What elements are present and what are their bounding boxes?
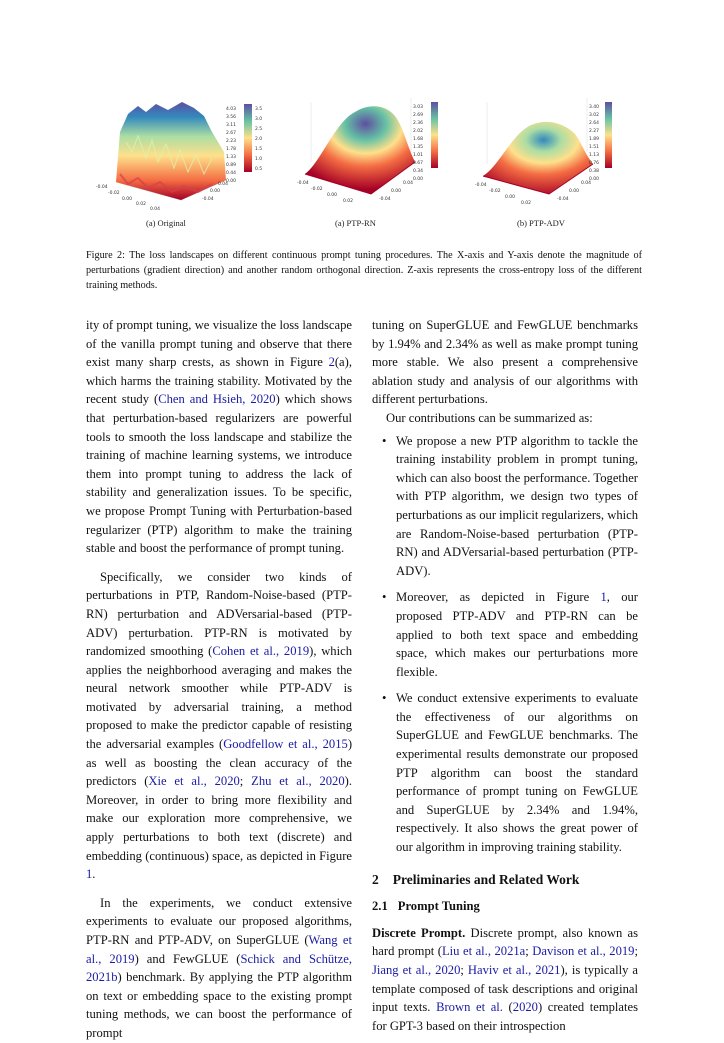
plot-original: [86, 92, 276, 217]
tick: 0.00: [122, 197, 133, 202]
panel-ptp-adv: [471, 92, 646, 217]
paragraph: tuning on SuperGLUE and FewGLUE benchmarks by 1.94% and 2.34% as well as make prompt tuning more stable. We also present a comprehensive ablation study and analysis of our algorithms with different perturbations.: [372, 318, 638, 407]
citation-link[interactable]: 2020: [512, 1000, 538, 1015]
colorbar: [244, 104, 252, 172]
tick: 2.69: [413, 113, 424, 118]
tick: 0.00: [327, 193, 338, 198]
right-column: [372, 316, 638, 1035]
citation-link[interactable]: Wang et al., 2019: [86, 933, 352, 966]
colorbar: [605, 102, 612, 168]
tick: 0.02: [521, 201, 532, 206]
panel-ptp-rn: [291, 92, 461, 217]
tick: 0.38: [589, 169, 600, 174]
tick: -0.02: [489, 189, 501, 194]
citation-link[interactable]: Cohen et al., 2019: [212, 644, 310, 659]
colorbar-tick: 2.0: [255, 137, 263, 142]
tick: -0.02: [108, 191, 120, 196]
tick: 2.64: [589, 121, 600, 126]
subcaption-ptp-rn: (a) PTP-RN: [335, 218, 376, 228]
tick: 0.00: [569, 189, 580, 194]
citation-link[interactable]: Goodfellow et al., 2015: [223, 737, 348, 752]
tick: 1.78: [226, 147, 237, 152]
bullet: •: [382, 433, 387, 448]
tick: -0.04: [475, 183, 487, 188]
tick: 1.35: [413, 145, 424, 150]
list-item: • Moreover, as depicted in Figure 1, our proposed PTP-ADV and PTP-RN can be applied to both text space and embedding space, which makes our perturbations more flexible.: [382, 590, 638, 679]
tick: 0.89: [226, 163, 237, 168]
citation-link[interactable]: Zhu et al., 2020: [251, 774, 345, 789]
tick: 0.04: [150, 207, 161, 212]
citation-link[interactable]: Schick and Schütze, 2021b: [86, 951, 352, 985]
list-item: • We conduct extensive experiments to evaluate the effectiveness of our algorithms on SuperGLUE and FewGLUE benchmarks. The experimental results demonstrate our proposed PTP algorithm can boost the standard performance of prompt tuning on FewGLUE and SuperGLUE by 2.34% and 1.94%, respectively. It also shows the great power of our algorithm in improving training stability.: [382, 691, 638, 855]
tick: 1.51: [589, 145, 600, 150]
citation-link[interactable]: Haviv et al., 2021: [467, 963, 561, 977]
bullet: •: [382, 691, 387, 706]
tick: 0.02: [136, 202, 147, 207]
colorbar-tick: 1.5: [255, 147, 263, 152]
figure-ref-link[interactable]: 2: [328, 355, 335, 370]
subcaption-ptp-adv: (b) PTP-ADV: [517, 218, 565, 228]
citation-link[interactable]: Liu et al., 2021a: [441, 944, 526, 959]
tick: 0.00: [226, 179, 237, 184]
citation-link[interactable]: Davison et al., 2019: [532, 944, 635, 959]
tick: -0.04: [96, 185, 108, 190]
colorbar: [431, 102, 438, 168]
tick: 0.67: [413, 161, 424, 166]
tick: 1.89: [589, 137, 600, 142]
tick: 0.04: [218, 182, 229, 187]
tick: 0.00: [589, 177, 600, 182]
tick: 2.02: [413, 129, 424, 134]
tick: 1.13: [589, 153, 600, 158]
tick: -0.04: [202, 197, 214, 202]
plot-ptp-adv: [471, 92, 646, 217]
tick: -0.04: [379, 197, 391, 202]
tick: 0.04: [581, 181, 592, 186]
tick: 2.36: [413, 121, 424, 126]
panel-original: [86, 92, 276, 217]
tick: 0.34: [413, 169, 424, 174]
tick: 2.67: [226, 131, 237, 136]
tick: 0.44: [226, 171, 237, 176]
plot-ptp-rn: [291, 92, 461, 217]
paragraph: Specifically, we consider two kinds of perturbations in PTP, Random-Noise-based (PTP-RN) perturbation and ADVersarial-based (PTP-ADV) perturbation. PTP-RN is motivated by randomized smoothing (Cohen et al., 2019), which applies the neighborhood averaging and makes the neural network smoother while PTP-ADV is motivated by adversarial training, a method proposed to make the predictor capable of resisting the adversarial examples (Goodfellow et al., 2015) as well as boosting the clean accuracy of the predictors (Xie et al., 2020; Zhu et al., 2020). Moreover, in order to bring more flexibility and make our exploration more comprehensive, we apply perturbations to both text (discrete) and embedding (continuous) space, as depicted in Figure 1.: [86, 569, 353, 882]
tick: 3.56: [226, 115, 237, 120]
tick: 0.00: [391, 189, 402, 194]
citation-link[interactable]: Jiang et al., 2020: [372, 963, 461, 977]
colorbar-tick: 2.5: [255, 127, 263, 132]
tick: 2.27: [589, 129, 600, 134]
tick: 3.40: [589, 105, 600, 110]
tick: 0.76: [589, 161, 600, 166]
tick: 1.33: [226, 155, 237, 160]
tick: -0.04: [297, 181, 309, 186]
bullet: •: [382, 590, 387, 605]
paragraph: Discrete Prompt. Discrete prompt, also known as hard prompt (Liu et al., 2021a; Davison et al., 2019; Jiang et al., 2020; Haviv et al., 2021), is typically a template composed of task descriptions and original input texts. Brown et al. (2020) created templates for GPT-3 based on their introspection: [372, 925, 639, 1033]
list-item: • We propose a new PTP algorithm to tackle the training instability problem in prompt tuning, which can also boost the performance. Together with PTP algorithm, we design two types of perturbations as our implicit regularizers, which are Random-Noise-based perturbation (PTP-RN) and ADVersarial-based perturbation (PTP-ADV).: [382, 433, 639, 578]
paragraph: In the experiments, we conduct extensive experiments to evaluate our proposed algorithms, PTP-RN and PTP-ADV, on SuperGLUE (Wang et al., 2019) and FewGLUE (Schick and Schütze, 2021b) benchmark. By applying the PTP algorithm on text or embedding space to the existing prompt tuning methods, we can boost the performance of prompt: [86, 895, 352, 1040]
tick: 1.68: [413, 137, 424, 142]
tick: 4.03: [226, 107, 237, 112]
citation-link[interactable]: Chen and Hsieh, 2020: [158, 392, 276, 407]
figure-ref-link[interactable]: 1: [86, 867, 93, 882]
tick: 0.00: [413, 177, 424, 182]
paragraph: Our contributions can be summarized as:: [386, 410, 593, 425]
subcaption-original: (a) Original: [146, 218, 186, 228]
figure-ref-link[interactable]: 1: [600, 590, 607, 605]
paragraph: ity of prompt tuning, we visualize the loss landscape of the vanilla prompt tuning and observe that there exist many sharp crests, as shown in Figure 2(a), which harms the training stability. Motivated by the recent study (Chen and Hsieh, 2020) which shows that perturbation-based regularizers are powerful tools to smooth the loss landscape and stabilize the training of machine learning systems, we introduce them into prompt tuning to address the lack of stability and generalization issues. To be specific, we propose Prompt Tuning with Perturbation-based regularizer (PTP) algorithm to make the training stable and boost the performance of prompt tuning.: [86, 318, 352, 556]
left-column: [86, 316, 352, 1043]
citation-link[interactable]: Xie et al., 2020: [148, 774, 240, 789]
figure-2: [86, 92, 646, 232]
tick: 3.03: [413, 105, 424, 110]
contribution-list: [372, 432, 638, 857]
colorbar-tick: 0.5: [255, 167, 263, 172]
figure-caption: Figure 2: The loss landscapes on different continuous prompt tuning procedures. The X-axis and Y-axis denote the magnitude of perturbations (gradient direction) and another random orthogonal direction. Z-axis represents the cross-entropy loss of the different training methods.: [86, 250, 642, 291]
citation-link[interactable]: Brown et al.: [436, 1000, 503, 1015]
tick: 0.04: [403, 181, 414, 186]
tick: 3.02: [589, 113, 600, 118]
tick: -0.04: [557, 197, 569, 202]
tick: 2.23: [226, 139, 237, 144]
section-heading: 2 Preliminaries and Related Work: [372, 871, 580, 887]
subsection-heading: 2.1 Prompt Tuning: [372, 899, 480, 914]
tick: 0.00: [505, 195, 516, 200]
tick: 0.00: [210, 189, 221, 194]
colorbar-tick: 3.0: [255, 117, 263, 122]
tick: 0.02: [343, 199, 354, 204]
colorbar-tick: 3.5: [255, 107, 263, 112]
colorbar-tick: 1.0: [255, 157, 263, 162]
tick: 1.01: [413, 153, 424, 158]
tick: -0.02: [311, 187, 323, 192]
tick: 3.11: [226, 123, 237, 128]
